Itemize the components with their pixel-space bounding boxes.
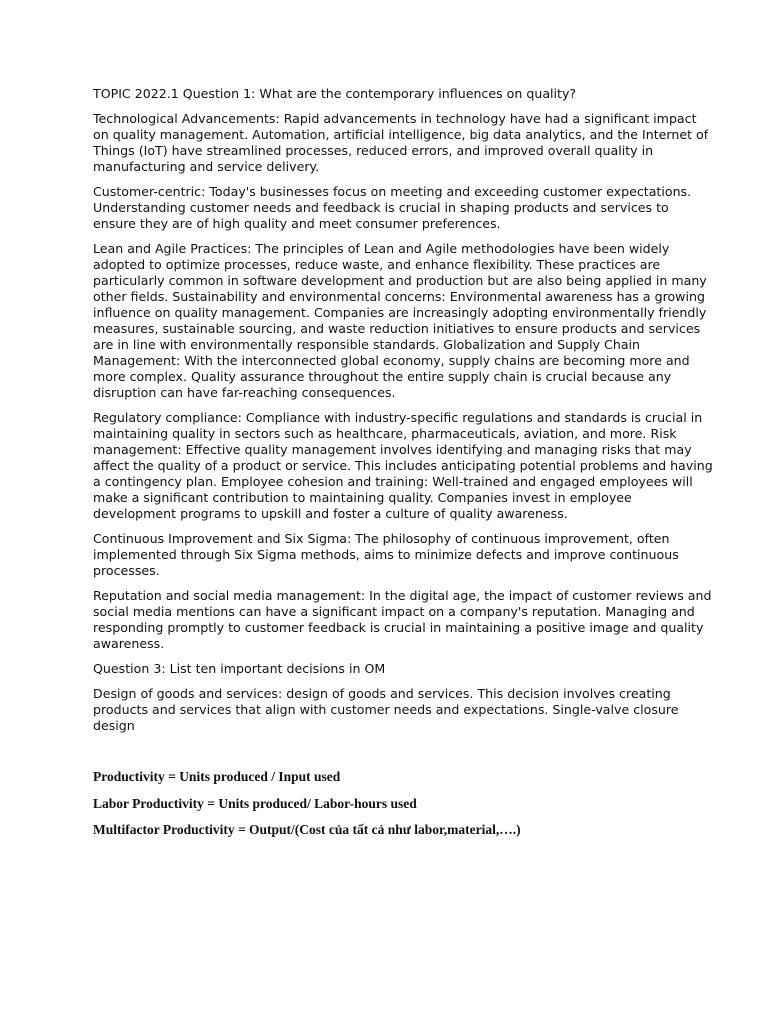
formula-productivity: Productivity = Units produced / Input used: [93, 769, 341, 784]
paragraph-regulatory-compliance: Regulatory compliance: Compliance with industry-specific regulations and standards is crucial in maintaining quality in sectors such as healthcare, pharmaceuticals, aviation, and more. Risk management: Effective quality management involves identifying and managing risks that may affect the quality of a product or service. This includes anticipating potential problems and having a contingency plan. Employee cohesion and training: Well-trained and engaged employees will make a significant contribution to maintaining quality. Companies invest in employee development programs to upskill and foster a culture of quality awareness.: [93, 410, 713, 521]
formula-labor-productivity: Labor Productivity = Units produced/ Labor-hours used: [93, 795, 417, 811]
formula-multifactor-productivity: Multifactor Productivity = Output/(Cost của tất cả như labor,material,….): [93, 822, 521, 837]
paragraph-reputation: Reputation and social media management: In the digital age, the impact of customer reviews and social media mentions can have a significant impact on a company's reputation. Managing and responding promptly to customer feedback is crucial in maintaining a positive image and quality awareness.: [93, 588, 712, 651]
paragraph-lean-agile: Lean and Agile Practices: The principles of Lean and Agile methodologies have been widely adopted to optimize processes, reduce waste, and enhance flexibility. These practices are particularly common in software development and production but are also being applied in many other fields. Sustainability and environmental concerns: Environmental awareness has a growing influence on quality management. Companies are increasingly adopting environmentally friendly measures, sustainable sourcing, and waste reduction initiatives to ensure products and services are in line with environmentally responsible standards. Globalization and Supply Chain Management: With the interconnected global economy, supply chains are becoming more and more complex. Quality assurance throughout the entire supply chain is crucial because any disruption can have far-reaching consequences.: [93, 241, 707, 400]
paragraph-customer-centric: Customer-centric: Today's businesses focus on meeting and exceeding customer expectations. Understanding customer needs and feedback is crucial in shaping products and services to ensure they are of high quality and meet consumer preferences.: [93, 184, 692, 231]
paragraph-design-goods-services: Design of goods and services: design of goods and services. This decision involves creating products and services that align with customer needs and expectations. Single-valve closure design: [93, 686, 679, 733]
topic-question-1: TOPIC 2022.1 Question 1: What are the contemporary influences on quality?: [93, 86, 577, 101]
question-3: Question 3: List ten important decisions in OM: [93, 661, 386, 676]
document-page: [93, 86, 713, 849]
blank-line: [93, 743, 713, 769]
paragraph-technological-advancements: Technological Advancements: Rapid advancements in technology have had a significant impact on quality management. Automation, artificial intelligence, big data analytics, and the Internet of Things (IoT) have streamlined processes, reduced errors, and improved overall quality in manufacturing and service delivery.: [93, 111, 709, 174]
paragraph-continuous-improvement: Continuous Improvement and Six Sigma: The philosophy of continuous improvement, often implemented through Six Sigma methods, aims to minimize defects and improve continuous processes.: [93, 531, 679, 578]
